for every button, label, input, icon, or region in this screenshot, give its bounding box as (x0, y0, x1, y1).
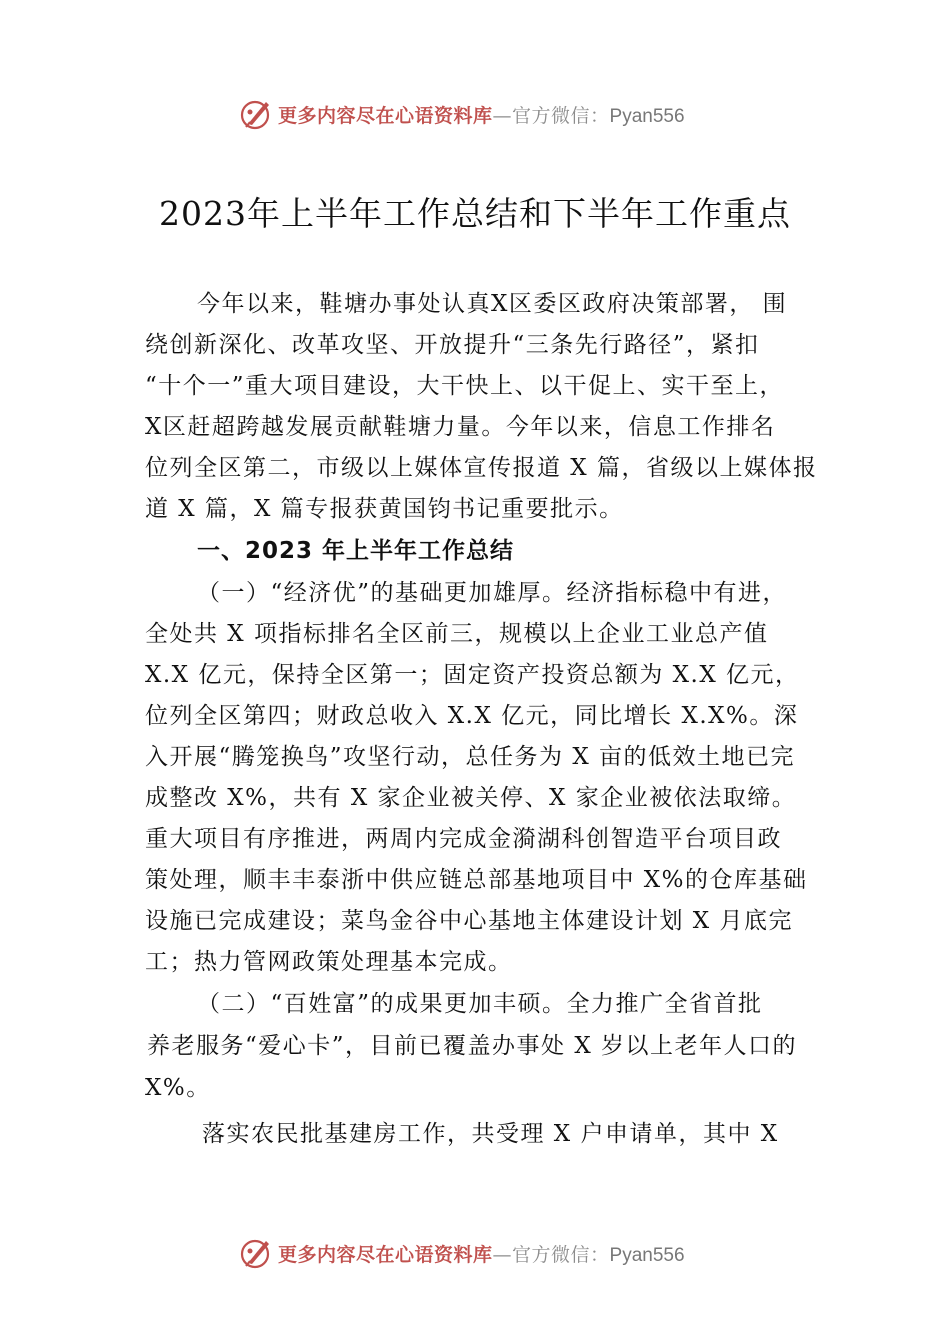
quill-logo-icon (238, 1235, 274, 1271)
paragraph-line: 位列全区第二，市级以上媒体宣传报道 X 篇，省级以上媒体报 (145, 455, 818, 481)
banner-wechat-id: Pyan556 (609, 106, 685, 127)
paragraph-line: 设施已完成建设；菜鸟金谷中心基地主体建设计划 X 月底完 (145, 908, 793, 934)
section-heading: 一、2023 年上半年工作总结 (197, 538, 515, 564)
paragraph-line: 养老服务“爱心卡”，目前已覆盖办事处 X 岁以上老年人口的 (147, 1033, 798, 1059)
banner-wechat-label: —官方微信： (492, 1244, 610, 1266)
banner-text (278, 1240, 685, 1267)
paragraph-line: 成整改 X%，共有 X 家企业被关停、X 家企业被依法取缔。 (145, 785, 797, 811)
paragraph-line: 工；热力管网政策处理基本完成。 (145, 949, 513, 975)
paragraph-line: 落实农民批基建房工作，共受理 X 户申请单，其中 X (202, 1121, 779, 1147)
footer-banner (0, 1233, 950, 1273)
quill-logo-icon (238, 96, 274, 132)
header-banner (0, 94, 950, 134)
paragraph-line: 道 X 篇，X 篇专报获黄国钧书记重要批示。 (145, 496, 624, 522)
paragraph-line: 全处共 X 项指标排名全区前三，规模以上企业工业总产值 (145, 621, 769, 647)
paragraph-line: X.X 亿元，保持全区第一；固定资产投资总额为 X.X 亿元， (145, 662, 800, 688)
banner-brand: 更多内容尽在心语资料库 (278, 1244, 493, 1266)
banner-wechat-label: —官方微信： (492, 105, 610, 127)
paragraph-line: 今年以来，鞋塘办事处认真X区委区政府决策部署， 围 (197, 291, 788, 317)
paragraph-line: （一）“经济优”的基础更加雄厚。经济指标稳中有进， (197, 580, 788, 606)
paragraph-line: 位列全区第四；财政总收入 X.X 亿元，同比增长 X.X%。深 (145, 703, 799, 729)
paragraph-line: X区赶超跨越发展贡献鞋塘力量。今年以来，信息工作排名 (145, 414, 776, 440)
paragraph-line: “十个一”重大项目建设，大干快上、以干促上、实干至上， (145, 373, 785, 399)
paragraph-line: 入开展“腾笼换鸟”攻坚行动，总任务为 X 亩的低效土地已完 (145, 744, 796, 770)
banner-text (278, 101, 685, 128)
banner-wechat-id: Pyan556 (609, 1245, 685, 1266)
paragraph-line: （二）“百姓富”的成果更加丰硕。全力推广全省首批 (197, 991, 763, 1017)
paragraph-line: 重大项目有序推进，两周内完成金漪湖科创智造平台项目政 (145, 826, 782, 852)
paragraph-line: 绕创新深化、改革攻坚、开放提升“三条先行路径”，紧扣 (145, 332, 760, 358)
paragraph-line: X%。 (145, 1075, 211, 1101)
paragraph-line: 策处理，顺丰丰泰浙中供应链总部基地项目中 X%的仓库基础 (145, 867, 808, 893)
banner-brand: 更多内容尽在心语资料库 (278, 105, 493, 127)
document-title: 2023年上半年工作总结和下半年工作重点 (159, 194, 791, 233)
